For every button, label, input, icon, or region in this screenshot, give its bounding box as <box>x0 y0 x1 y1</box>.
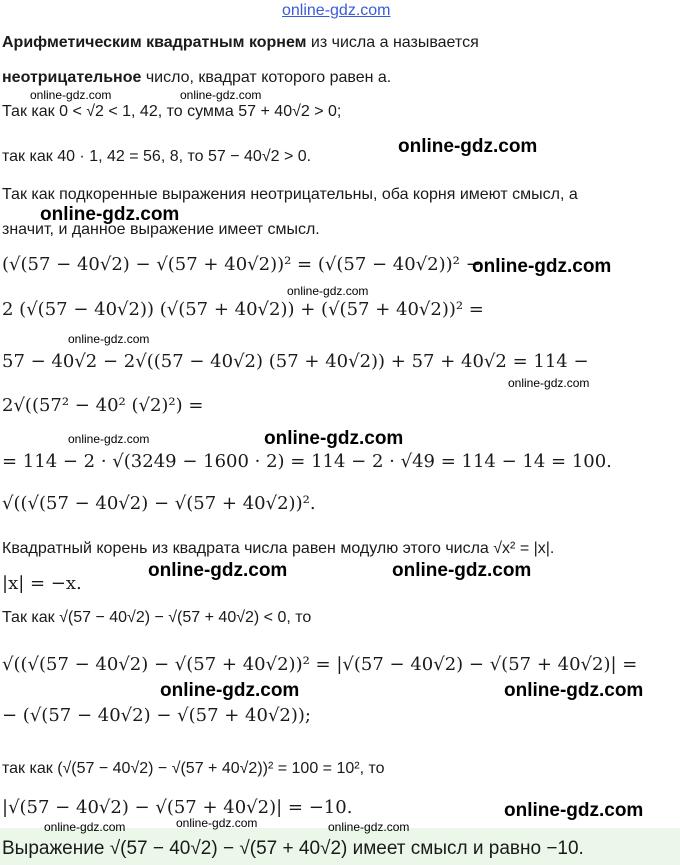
watermark-16: online-gdz.com <box>44 820 126 834</box>
text-line-18: так как (√(57 − 40√2) − √(57 + 40√2))² = 100 = 10², то <box>2 760 385 777</box>
watermark-10: online-gdz.com <box>264 428 404 449</box>
math-line-11: = 114 − 2 · √(3249 − 1600 · 2) = 114 − 2 · √49 = 114 − 14 = 100. <box>2 451 612 472</box>
watermark-11: online-gdz.com <box>148 560 288 581</box>
watermark-17: online-gdz.com <box>176 816 258 830</box>
text-line-13: Квадратный корень из квадрата числа равен модулю этого числа √x² = |x|. <box>2 540 555 557</box>
watermark-15: online-gdz.com <box>504 800 644 821</box>
math-line-16: √((√(57 − 40√2) − √(57 + 40√2))² = |√(57 − 40√2) − √(57 + 40√2)| = <box>2 654 638 675</box>
watermark-13: online-gdz.com <box>160 680 300 701</box>
watermark-2: online-gdz.com <box>180 88 262 102</box>
text-line-6: значит, и данное выражение имеет смысл. <box>2 221 320 238</box>
math-line-17: − (√(57 − 40√2) − √(57 + 40√2)); <box>2 705 311 726</box>
watermark-1: online-gdz.com <box>30 88 112 102</box>
math-line-7: (√(57 − 40√2) − √(57 + 40√2))² = (√(57 − 40√2))² − <box>2 254 481 275</box>
watermark-14: online-gdz.com <box>504 680 644 701</box>
watermark-9: online-gdz.com <box>68 432 150 446</box>
math-line-10: 2√((57² − 40² (√2)²) = <box>2 395 204 416</box>
watermark-3: online-gdz.com <box>398 136 538 157</box>
math-line-19: |√(57 − 40√2) − √(57 + 40√2)| = −10. <box>2 797 353 818</box>
watermark-18: online-gdz.com <box>328 820 410 834</box>
watermark-5: online-gdz.com <box>472 256 612 277</box>
text-line-15: Так как √(57 − 40√2) − √(57 + 40√2) < 0, то <box>2 609 312 626</box>
site-link[interactable]: online-gdz.com <box>282 2 391 19</box>
math-line-12: √((√(57 − 40√2) − √(57 + 40√2))². <box>2 493 316 514</box>
math-line-9: 57 − 40√2 − 2√((57 − 40√2) (57 + 40√2)) + 57 + 40√2 = 114 − <box>2 351 589 372</box>
math-line-14: |x| = −x. <box>2 573 82 594</box>
text-line-3: Так как 0 < √2 < 1, 42, то сумма 57 + 40√2 > 0; <box>2 103 342 120</box>
definition-line-2: неотрицательное число, квадрат которого равен a. <box>2 69 392 86</box>
definition-line-1: Арифметическим квадратным корнем из числа a называется <box>2 34 479 51</box>
answer-line: Выражение √(57 − 40√2) − √(57 + 40√2) имеет смысл и равно −10. <box>2 838 584 859</box>
math-line-8: 2 (√(57 − 40√2)) (√(57 + 40√2)) + (√(57 + 40√2))² = <box>2 299 484 320</box>
watermark-12: online-gdz.com <box>392 560 532 581</box>
text-line-4: так как 40 · 1, 42 = 56, 8, то 57 − 40√2 > 0. <box>2 148 312 165</box>
watermark-8: online-gdz.com <box>508 376 590 390</box>
watermark-4: online-gdz.com <box>40 204 180 225</box>
watermark-7: online-gdz.com <box>68 332 150 346</box>
watermark-6: online-gdz.com <box>287 284 369 298</box>
text-line-5: Так как подкоренные выражения неотрицательны, оба корня имеют смысл, а <box>2 186 578 203</box>
